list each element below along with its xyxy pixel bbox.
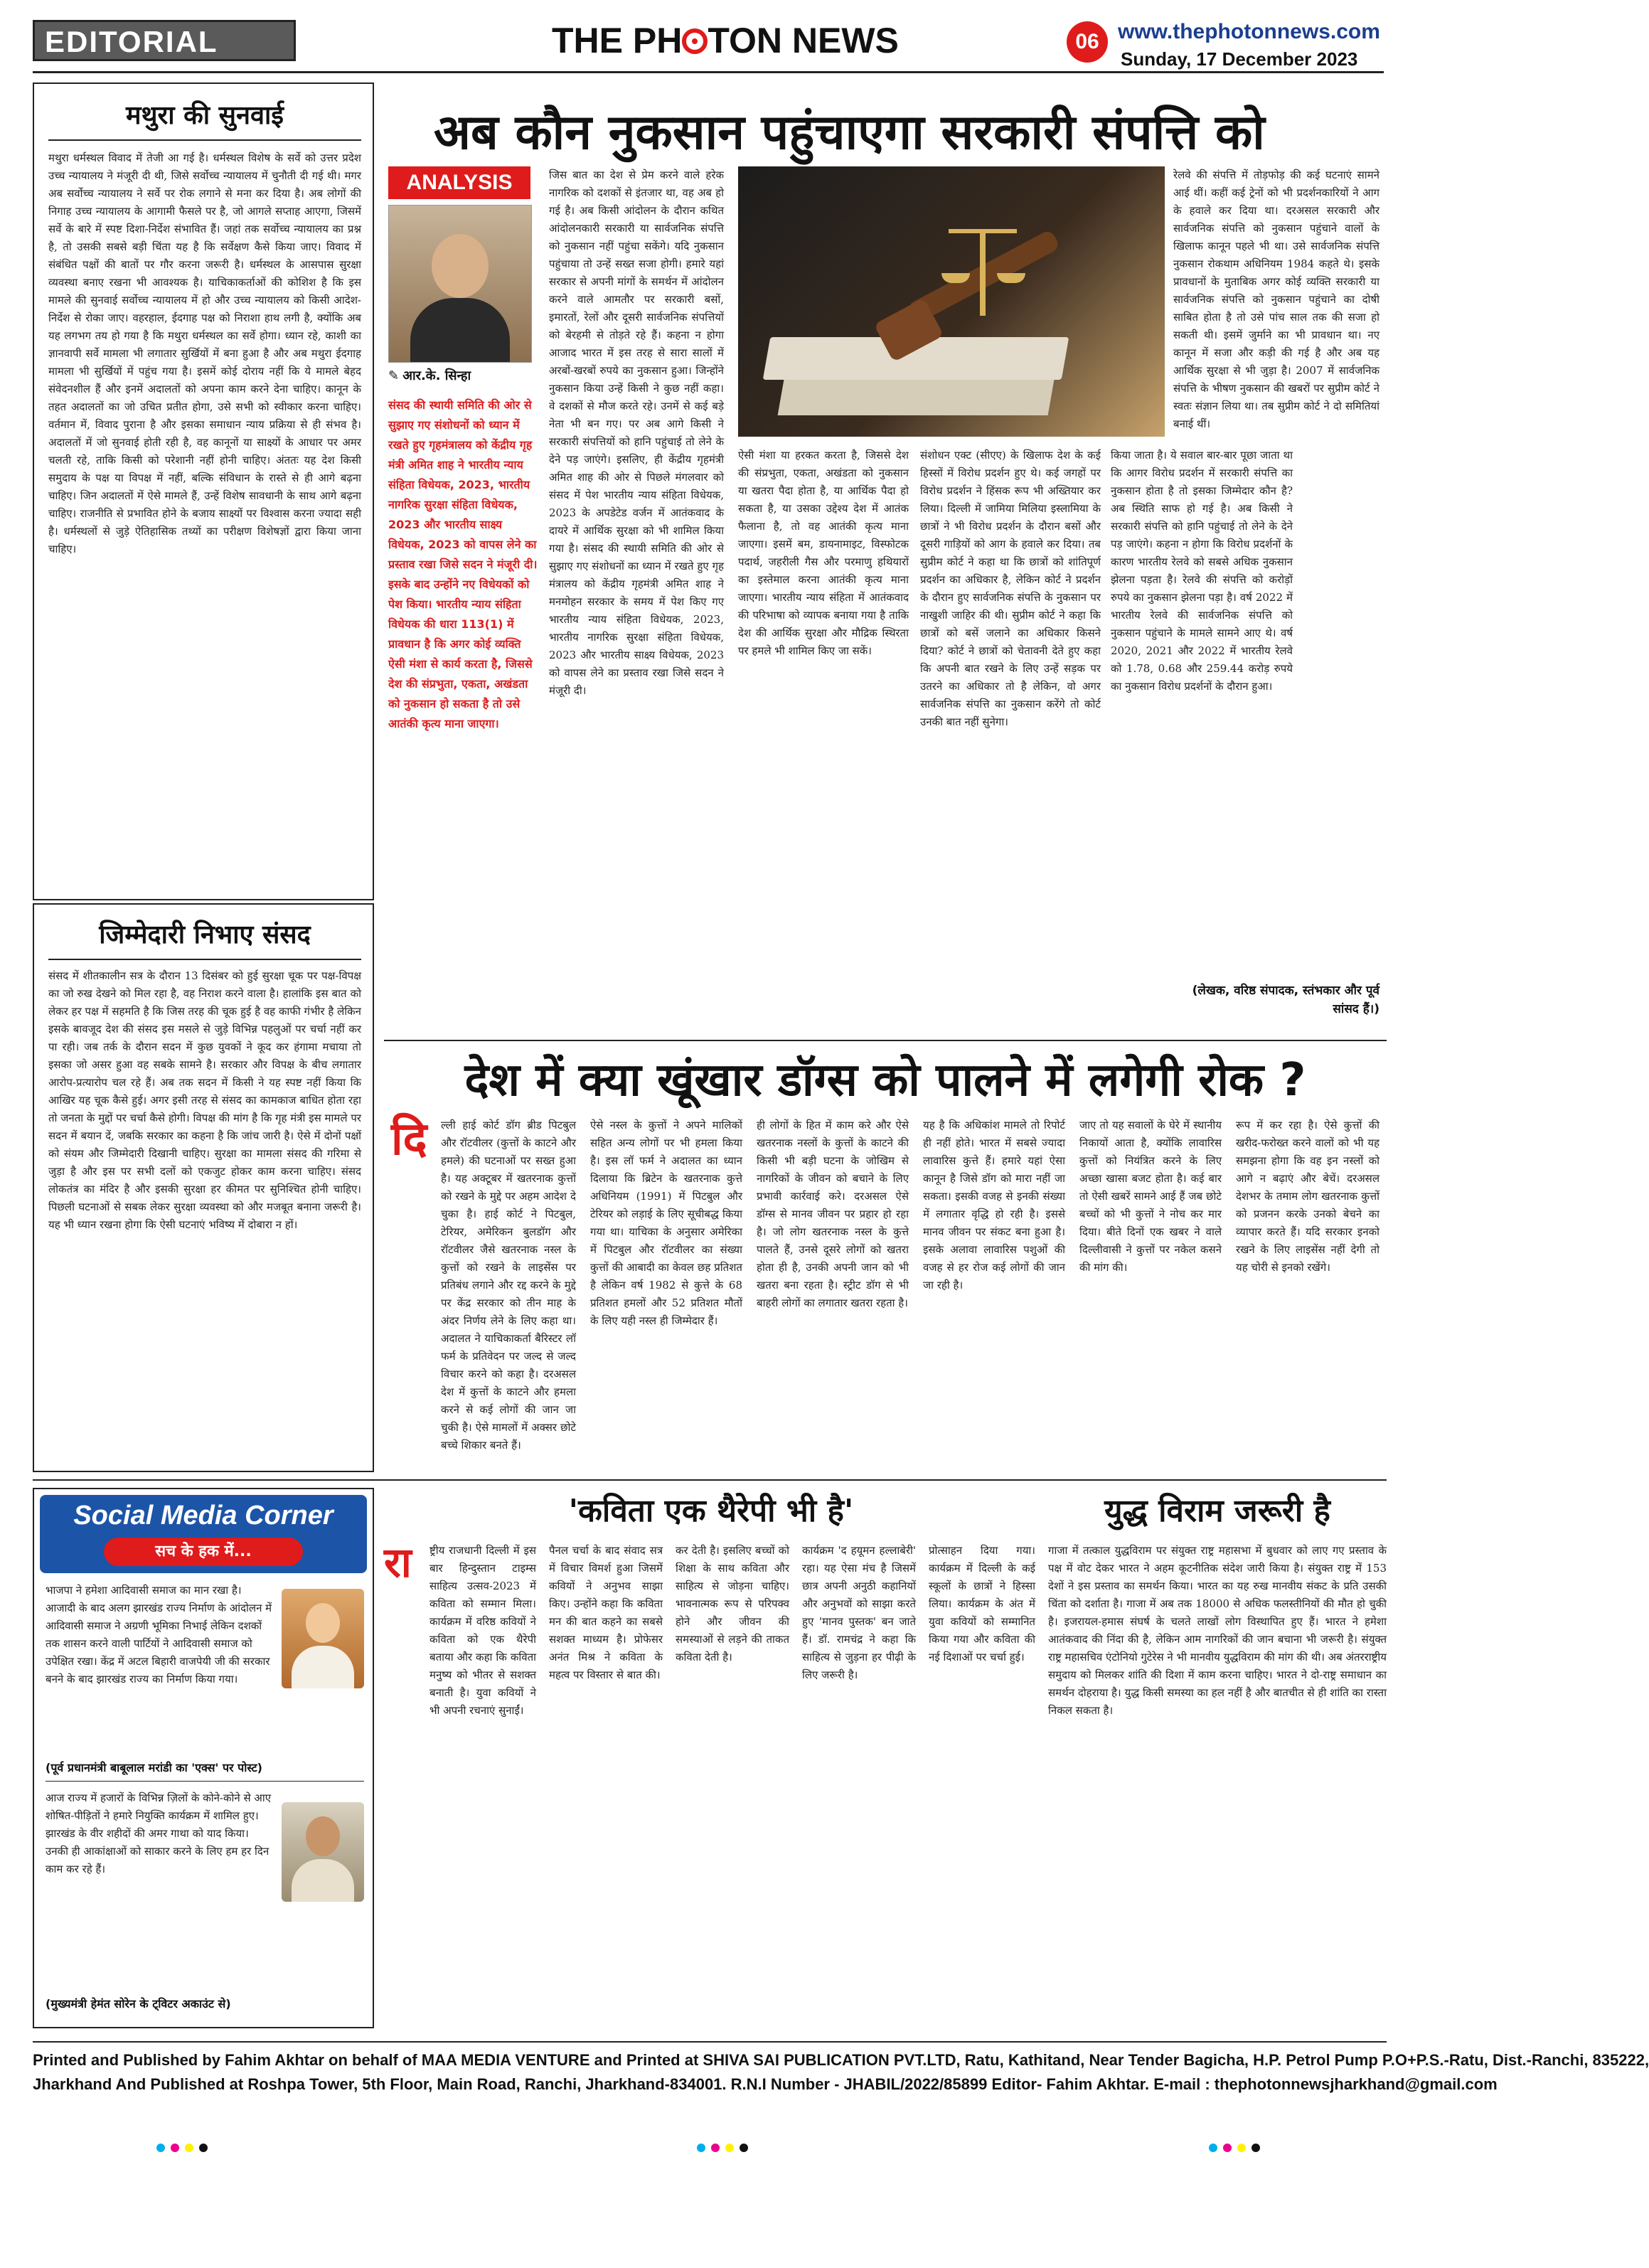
- social-post-2-source: (मुख्यमंत्री हेमंत सोरेन के ट्विटर अकाउंट से): [46, 1997, 231, 2011]
- article-col-2: ऐसे नस्ल के कुत्तों ने अपने मालिकों सहित अन्य लोगों पर भी हमला किया है। इस लॉ फर्म ने अदालत का ध्यान दिलाया कि ब्रिटेन के खतरनाक कुत्ते अधिनियम (1991) में पिटबुल और टेरियर को लड़ाई के लिए सूचीबद्ध किया गया था। याचिका के अनुसार अमेरिका में पिटबुल और रॉटवीलर का संख्या कुत्तों की आबादी का केवल छह प्रतिशत है लेकिन वर्ष 1982 से कुत्ते के 68 प्रतिशत हमलों और 52 प्रतिशत मौतों के लिए यही नस्ल ही जिम्मेदार हैं।: [590, 1119, 742, 1327]
- author-name: आर.के. सिन्हा: [402, 368, 471, 383]
- article-col-4: किया जाता है। ये सवाल बार-बार पूछा जाता था कि आगर विरोध प्रदर्शन में सरकारी संपत्ति का नुकसान होता है तो इसका जिम्मेदार कौन है? अब स्थिति साफ हो गई है। अब किसी ने सरकारी संपत्ति को हानि पहुंचाई तो लेने के देने पड़ जाएंगे। कहना न होगा कि विरोध प्रदर्शनों के कारण भारतीय रेलवे को सबसे अधिक नुकसान झेलना पड़ता है। रेलवे की संपत्ति को करोड़ों रुपये का नुकसान झेलना पड़ा है। वर्ष 2022 में भारतीय रेलवे की सार्वजनिक संपत्ति को नुकसान पहुंचाने के मामले सामने आए थे। वर्ष 2020, 2021 और 2022 में भारतीय रेलवे को 1.78, 0.68 और 259.44 करोड़ रुपये का नुकसान विरोध प्रदर्शनों के दौरान हुआ।: [1111, 449, 1293, 693]
- article-headline: अब कौन नुकसान पहुंचाएगा सरकारी संपत्ति को: [434, 105, 1265, 161]
- article-col-3: ही लोगों के हित में काम करे और ऐसे खतरनाक नस्लों के कुत्तों के काटने की किसी भी बड़ी घटना के जोखिम से नागरिकों के जीवन को बचाने के लिए प्रभावी कार्रवाई करे। दरअसल ऐसे डॉग्स से मानव जीवन पर प्रहार हो रहा है। जो लोग खतरनाक नस्ल के कुत्ते पालते हैं, उनसे दूसरे लोगों को खतरा होता ही है, उनकी अपनी जान को भी खतरा बना रहता है। स्ट्रीट डॉग से भी बाहरी लोगों का लगातार खतरा रहता है।: [757, 1119, 909, 1309]
- page-number-badge: [1067, 21, 1108, 63]
- social-header: [40, 1495, 367, 1573]
- social-subtitle-bar: [104, 1538, 303, 1566]
- registration-marks: [0, 2134, 1414, 2162]
- author-photo: [388, 205, 532, 363]
- section-divider: [33, 1479, 1387, 1481]
- footer-line-2: Jharkhand And Published at Roshpa Tower, 5th Floor, Main Road, Ranchi, Jharkhand-834001. R.N.I Number - JHABIL/2022/85899 Editor- Fahim Akhtar. E-mail : thephotonnewsjharkhand@gmail.com: [33, 2075, 1498, 2093]
- article-col-1: ल्ली हाई कोर्ट डॉग ब्रीड पिटबुल और रॉटवीलर (कुत्तों के काटने और हमले) की घटनाओं पर सख्त हुआ है। यह अक्टूबर में खतरनाक कुत्तों को रखने के मुद्दे पर अहम आदेश दे चुका है। हाई कोर्ट ने पिटबुल, टेरियर, अमेरिकन बुलडॉग और रॉटवीलर जैसे खतरनाक नस्ल के कुत्तों को रखने के लाइसेंस पर प्रतिबंध लगाने और रद्द करने के मुद्दे पर केंद्र सरकार को तीन माह के अंदर निर्णय लेने के लिए कहा था। अदालत ने याचिकाकर्ता बैरिस्टर लॉ फर्म के प्रतिवेदन पर जल्द से जल्द विचार करने को कहा है। दरअसल देश में कुत्तों के काटने और हमला करने से कई लोगों की जान जा चुकी है। ऐसे मामलों में अक्सर छोटे बच्चे शिकार बनते हैं।: [441, 1119, 576, 1452]
- article-col-5: रेलवे की संपत्ति में तोड़फोड़ की कई घटनाएं सामने आई थीं। कहीं कई ट्रेनों को भी प्रदर्शनकारियों ने आग के हवाले कर दिया था। दरअसल सरकारी और सार्वजनिक संपत्ति को नुकसान पहुंचाने वालों के खिलाफ कानून पहले भी था। उसे सार्वजनिक संपत्ति नुकसान रोकथाम अधिनियम 1984 कहते थे। इसके प्रावधानों के मुताबिक अगर कोई व्यक्ति सरकारी या सार्वजनिक संपत्ति को नुकसान पहुंचाने का दोषी साबित होता है तो उसे पांच साल तक की सजा हो सकती थी। इसमें जुर्माने का भी प्रावधान था। नए कानून में सजा और कड़ी की गई है और अब यह आर्थिक सुरक्षा से भी जुड़ा है। 2007 में सार्वजनिक संपत्ति के भीषण नुकसान की खबरों पर सुप्रीम कोर्ट ने स्वतः संज्ञान लिया था। तब सुप्रीम कोर्ट ने दो समितियां बनाई थीं।: [1173, 169, 1379, 430]
- avatar: [282, 1802, 364, 1902]
- article-col-3: कर देती है। इसलिए बच्चों को शिक्षा के साथ कविता और साहित्य से जोड़ना चाहिए। भावनात्मक रूप से परिपक्व होने और जीवन की समस्याओं से लड़ने की ताकत कविता देती है।: [676, 1544, 789, 1663]
- registration-dot: [185, 2144, 193, 2152]
- analysis-article: [384, 82, 1387, 1035]
- registration-dot: [199, 2144, 208, 2152]
- article-body: गाजा में तत्काल युद्धविराम पर संयुक्त राष्ट्र महासभा में बुधवार को लाए गए प्रस्ताव के पक्ष में वोट देकर भारत ने अहम कूटनीतिक संदेश जारी किया है। संयुक्त राष्ट्र में 153 देशों ने इस प्रस्ताव का समर्थन किया। भारत का यह रुख मानवीय संकट के प्रति उसकी चिंता को दर्शाता है। गाजा में अब तक 18000 से अधिक फलस्तीनियों की मौत हो चुकी है। इजरायल-हमास संघर्ष के चलते लाखों लोग विस्थापित हुए हैं। भारत ने हमेशा आतंकवाद की निंदा की है, लेकिन आम नागरिकों की जान बचाना भी जरूरी है। संयुक्त राष्ट्र महासचिव एंटोनियो गुटेरेस ने भी मानवीय युद्धविराम की मांग की थी। अब अंतरराष्ट्रीय समुदाय को मिलकर शांति की दिशा में काम करना चाहिए। भारत ने दो-राष्ट्र समाधान का समर्थन दोहराया है। युद्ध किसी समस्या का हल नहीं है और बातचीत से ही शांति का रास्ता निकल सकता है।: [1048, 1544, 1387, 1717]
- article-col-1: जिस बात का देश से प्रेम करने वाले हरेक नागरिक को दशकों से इंतजार था, वह अब हो गई है। अब किसी आंदोलन के दौरान कथित आंदोलनकारी सरकारी या सार्वजनिक संपत्ति को नुकसान नहीं पहुंचा सकेंगे। यदि नुकसान पहुंचाया तो उन्हें सख्त सजा होगी। हमारे यहां सरकार से अपनी मांगों के समर्थन में आंदोलन करने वाले आमतौर पर सरकारी बसों, इमारतों, रेलों और दूसरी सार्वजनिक संपत्तियों को बेरहमी से तोड़ते रहे हैं। कहना न होगा आजाद भारत में इस तरह से सारा सालों में अरबों-खरबों रुपये का नुकसान हुआ। जिन्होंने नुकसान किया उन्हें किसी ने कुछ नहीं कहा। वे दशकों से मौज करते रहे। उनमें से कई बड़े नेता भी बन गए। पर अब आगे किसी ने सरकारी संपत्तियों को हानि पहुंचाई तो लेने के देने पड़ जाएंगे। इसलिए, ही केंद्रीय गृहमंत्री अमित शाह की ओर से पिछले मंगलवार को संसद में पेश भारतीय न्याय संहिता विधेयक, 2023 के अपडेटेड वर्जन में आतंकवाद के दायरे में आर्थिक सुरक्षा को भी शामिल किया गया है। संसद की स्थायी समिति की ओर से सुझाए गए संशोधनों का ध्यान में रखते हुए गृह मंत्रालय को केंद्रीय गृहमंत्री अमित शाह ने मनमोहन सरकार के समय में पेश किए गए भारतीय न्याय संहिता विधेयक, 2023, भारतीय नागरिक सुरक्षा संहिता विधेयक, 2023 और भारतीय साक्ष्य विधेयक, 2023 को वापस लेने का प्रस्ताव रखा जिसे सदन ने मंजूरी दी।: [549, 169, 724, 697]
- avatar: [282, 1589, 364, 1688]
- footer-line-1: Printed and Published by Fahim Akhtar on behalf of MAA MEDIA VENTURE and Printed at SHIVA SAI PUBLICATION PVT.LTD, Ratu, Kathitand, Near Tender Bagicha, H.P. Petrol Pump P.O+P.S.-Ratu, Dist.-Ranchi, 835222,: [33, 2051, 1649, 2069]
- section-tag: [33, 20, 296, 61]
- registration-dot: [697, 2144, 705, 2152]
- page-number: 06: [1075, 30, 1099, 53]
- registration-dot: [740, 2144, 748, 2152]
- social-post-1-source: (पूर्व प्रधानमंत्री बाबूलाल मरांडी का 'एक्स' पर पोस्ट): [46, 1761, 262, 1774]
- registration-dot: [171, 2144, 179, 2152]
- editorial-body: संसद में शीतकालीन सत्र के दौरान 13 दिसंबर को हुई सुरक्षा चूक पर पक्ष-विपक्ष का जो रुख देखने को मिल रहा है, वह निराश करने वाला है। हालांकि इस बात को लेकर हर पक्ष में सहमति है कि जिस तरह की चूक हुई है वह काफी गंभीर है लेकिन इसके बावजूद देश की संसद इस मसले से जुड़े विभिन्न पहलुओं पर चर्चा नहीं कर पा रही। जब तर्क के दौरान सदन में कुछ युवकों ने कूद कर हंगामा मचाया तो इसका जो असर हुआ वह सबके सामने है। सरकार और विपक्ष के बीच लगातार आरोप-प्रत्यारोप चल रहे हैं। अब तक सदन में किसी ने यह स्पष्ट नहीं किया कि आखिर यह चूक कैसे हुई। अगर इसी तरह से संसद का कामकाज बाधित होता रहा तो जनता के मुद्दों पर चर्चा कैसे होगी। विपक्ष की मांग है कि गृह मंत्री इस मामले पर सदन में बयान दें, जबकि सरकार का कहना है कि जांच जारी है। ऐसे में दोनों पक्षों को संयम और जिम्मेदारी दिखानी चाहिए। सुरक्षा का मामला संसद की गरिमा से जुड़ा है और इस पर सभी दलों को एकजुट होकर काम करना चाहिए। संसद लोकतंत्र का मंदिर है और इसकी सुरक्षा हर कीमत पर सुनिश्चित होनी चाहिए। पिछली घटनाओं से सबक लेकर सुरक्षा व्यवस्था को और मजबूत बनाना जरूरी है। यह भी ध्यान रखना होगा कि ऐसी घटनाएं भविष्य में दोबारा न हों।: [48, 969, 361, 1231]
- ceasefire-article: [1048, 1488, 1387, 2028]
- article-col-2: ऐसी मंशा या हरकत करता है, जिससे देश की संप्रभुता, एकता, अखंडता को नुकसान या खतरा पैदा होता है, या आर्थिक पैदा हो सकता है, या उसका उद्देश्य देश में आतंक फैलाना है, तो वह आतंकी कृत्य माना जाएगा। इसमें बम, डायनामाइट, विस्फोटक पदार्थ, जहरीली गैस और परमाणु हथियारों का इस्तेमाल करना आतंकी कृत्य माना जाएगा। भारतीय न्याय संहिता में आतंकवाद की परिभाषा को व्यापक बनाया गया है ताकि देश की आर्थिक सुरक्षा और मौद्रिक स्थिरता पर हमले भी शामिल किए जा सकें।: [738, 449, 909, 657]
- masthead-divider: [33, 71, 1384, 73]
- registration-dot: [1237, 2144, 1246, 2152]
- section-tag-label: EDITORIAL: [45, 25, 218, 58]
- paper-logo: [552, 20, 922, 63]
- article-headline: युद्ध विराम जरूरी है: [1104, 1493, 1330, 1529]
- article-col-6: रूप में कर रहा है। ऐसे कुत्तों की खरीद-फरोख्त करने वालों को भी यह समझना होगा कि वह इन नस्लों को आगे न बढ़ाएं और बेचें। दरअसल देशभर के तमाम लोग खतरनाक कुत्तों को प्रजनन करके उनको बेचने का व्यापार करते हैं। यदि सरकार इनको रखने के लिए लाइसेंस नहीं देगी तो यह चोरी से इनको रखेंगे।: [1236, 1119, 1379, 1274]
- social-title: Social Media Corner: [73, 1501, 333, 1530]
- analysis-highlight: संसद की स्थायी समिति की ओर से सुझाए गए संशोधनों को ध्यान में रखते हुए गृहमंत्रालय को केंद्रीय गृह मंत्री अमित शाह ने भारतीय न्याय संहिता विधेयक, 2023, भारतीय नागरिक सुरक्षा संहिता विधेयक, 2023 और भारतीय साक्ष्य विधेयक, 2023 को वापस लेने का प्रस्ताव रखा जिसे सदन ने मंजूरी दी। इसके बाद उन्होंने नए विधेयकों को पेश किया। भारतीय न्याय संहिता विधेयक की धारा 113(1) में प्रावधान है कि अगर कोई व्यक्ति ऐसी मंशा से कार्य करता है, जिससे देश की संप्रभुता, एकता, अखंडता को नुकसान हो सकता है तो उसे आतंकी कृत्य माना जाएगा।: [388, 398, 538, 730]
- paper-name-right: TON NEWS: [708, 21, 899, 60]
- social-media-corner: [33, 1488, 374, 2028]
- analysis-tag-label: ANALYSIS: [406, 171, 513, 194]
- social-post-2: आज राज्य में हजारों के विभिन्न ज़िलों के कोने-कोने से आए शोषित-पीड़ितों ने हमारे नियुक्ति कार्यक्रम में शामिल हुए। झारखंड के वीर शहीदों की अमर गाथा को याद किया। उनकी ही आकांक्षाओं को साकार करने के लिए हम हर दिन काम कर रहे हैं।: [46, 1791, 272, 1875]
- registration-dot: [725, 2144, 734, 2152]
- article-col-5: प्रोत्साहन दिया गया। कार्यक्रम में दिल्ली के कई स्कूलों के छात्रों ने हिस्सा लिया। कार्यक्रम के अंत में युवा कवियों को सम्मानित किया गया और कविता की नई दिशाओं पर चर्चा हुई।: [929, 1544, 1035, 1663]
- registration-dot: [1223, 2144, 1232, 2152]
- drop-cap: दि: [391, 1112, 427, 1166]
- article-col-4: कार्यक्रम 'द हयूमन हल्लाबेरी' रहा। यह ऐसा मंच है जिसमें छात्र अपनी अनुठी कहानियों और अनुभवों को साझा करते हुए 'मानव पुस्तक' बन जाते हैं। डॉ. रामचंद्र ने कहा कि साहित्य से जुड़ना हर पीढ़ी के लिए जरूरी है।: [802, 1544, 916, 1681]
- website[interactable]: www.thephotonnews.com: [1118, 20, 1380, 43]
- registration-dot: [711, 2144, 720, 2152]
- registration-dot: [1252, 2144, 1260, 2152]
- title-underline: [48, 139, 361, 141]
- poetry-article: [384, 1488, 1038, 2028]
- masthead: [0, 0, 1414, 71]
- editorial-parliament: [33, 903, 374, 1472]
- photon-o-icon: [682, 28, 708, 54]
- registration-dot: [156, 2144, 165, 2152]
- editorial-title: मथुरा की सुनवाई: [126, 101, 284, 130]
- dogs-article: [384, 1045, 1387, 1472]
- drop-cap: रा: [384, 1538, 412, 1587]
- social-subtitle: सच के हक में...: [155, 1543, 252, 1560]
- section-divider: [384, 1040, 1387, 1041]
- editorial-body: मथुरा धर्मस्थल विवाद में तेजी आ गई है। धर्मस्थल विशेष के सर्वे को उत्तर प्रदेश उच्च न्यायालय ने मंजूरी दी थी, जिसे सर्वोच्च न्यायालय में चुनौती दी गई थी। मगर अब सर्वोच्च न्यायालय ने सर्वे पर रोक लगाने से मना कर दिया है। अब लोगों की निगाह उच्च न्यायालय के आगामी फैसले पर है, जो आगले सप्ताह आएगा, जिसमें सर्वे के बारे में स्पष्ट दिशा-निर्देश संभावित हैं। जहां तक सर्वोच्च न्यायालय का प्रश्न है, तो उसकी सबसे बड़ी चिंता यह है कि सर्वेक्षण कैसे किया जाए। विवाद में संबंधित पक्षों की बातों पर गौर करना जरूरी है। धर्मस्थल के आसपास सुरक्षा व्यवस्था बनाए रखना भी आवश्यक है। याचिकाकर्ताओं की कोशिश है कि इस मामले की सुनवाई सर्वोच्च न्यायालय में हो और उच्च न्यायालय को किसी आदेश-निर्देश से रोका जाए। वहरहाल, ईदगाह पक्ष को निराशा हाथ लगी है, क्योंकि अब यह लगभग तय हो गया है कि मथुरा धर्मस्थल का सर्वे होगा। ध्यान रहे, काशी का ज्ञानवापी सर्वे मामला भी लगातार सुर्खियों में बना हुआ है और अब मथुरा ईदगाह मामला भी सुर्खियों में पहुंच गया है। इसमें कोई दोराय नहीं कि ये मामले बेहद संवेदनशील हैं और इनमें अदालतों को अपना काम करने देना चाहिए। कानून के तहत अदालतों का जो उचित प्रतीत होगा, उसे सभी को स्वीकार करना चाहिए। वर्तमान में, विवाद पुराना है और इसका समाधान न्याय प्रक्रिया से ही संभव है। अदालतों में जो सुनवाई होती रही है, वह कानूनों या साक्ष्यों के आधार पर अमर चलती रहे, ताकि किसी को परेशानी नहीं होनी चाहिए। अंततः यह देश किसी समुदाय के पक्ष या विपक्ष में नहीं, बल्कि संविधान के रास्ते से ही आगे बढ़ना चाहिए। जिन अदालतों में ऐसे मामले हैं, उन्हें विशेष सावधानी के साथ आगे बढ़ना चाहिए। राजनीति से प्रभावित होने के बजाय साक्ष्यों पर विश्वास करना ज्यादा सही है। धर्मस्थलों से जुड़े ऐतिहासिक तथ्यों का परीक्षण विशेषज्ञों द्वारा किया जाना चाहिए।: [48, 151, 361, 555]
- issue-date: Sunday, 17 December 2023: [1121, 48, 1358, 70]
- author-byline: [388, 367, 530, 384]
- post-divider: [46, 1781, 364, 1782]
- gavel-image: [738, 166, 1165, 437]
- registration-dot: [1209, 2144, 1217, 2152]
- article-headline: 'कविता एक थैरेपी भी है': [568, 1493, 854, 1529]
- article-col-2: पैनल चर्चा के बाद संवाद सत्र में विचार विमर्श हुआ जिसमें कवियों ने अनुभव साझा किए। उन्होंने कहा कि कविता मन की बात कहने का सबसे सशक्त माध्यम है। प्रोफेसर अनंत मिश्र ने कविता के महत्व पर विस्तार से बात की।: [549, 1544, 663, 1681]
- article-col-3: संशोधन एक्ट (सीएए) के खिलाफ देश के कई हिस्सों में विरोध प्रदर्शन हुए थे। कई जगहों पर विरोध प्रदर्शन ने हिंसक रूप भी अख्तियार कर लिया। दिल्ली में जामिया मिलिया इस्लामिया के छात्रों ने भी विरोध प्रदर्शन के दौरान बसों और दूसरी गाड़ियों को आग के हवाले कर दिया। तब सुप्रीम कोर्ट ने कहा था कि छात्रों को शांतिपूर्ण प्रदर्शन का अधिकार है, लेकिन कोर्ट ने प्रदर्शन के दौरान हुए सार्वजनिक संपत्ति के नुकसान पर नाखुशी जाहिर की थी। सुप्रीम कोर्ट ने कहा कि छात्रों को बसें जलाने का अधिकार किसने दिया? कोर्ट ने छात्रों को चेतावनी देते हुए कहा कि अपनी बात रखने के लिए उन्हें सड़क पर उतरने का अधिकार तो है लेकिन, वो अगर सार्वजनिक संपत्ति का नुकसान करेंगे तो कोर्ट उनकी बात नहीं सुनेगा।: [920, 449, 1101, 728]
- article-col-4: यह है कि अधिकांश मामले तो रिपोर्ट ही नहीं होते। भारत में सबसे ज्यादा लावारिस कुत्ते हैं। हमारे यहां ऐसा कानून है जिसे डॉग को मारा नहीं जा सकता। इसकी वजह से इनकी संख्या में लगातार वृद्धि हो रही है। इससे मानव जीवन पर संकट बना हुआ है। इसके अलावा लावारिस पशुओं की वजह से हर रोज कई लोगों की जान जा रही है।: [923, 1119, 1065, 1292]
- title-underline: [48, 959, 361, 960]
- article-headline: देश में क्या खूंखार डॉग्स को पालने में लगेगी रोक ?: [464, 1054, 1306, 1107]
- paper-name-left: THE PH: [552, 21, 683, 60]
- article-col-1: ष्ट्रीय राजधानी दिल्ली में इस बार हिन्दुस्तान टाइम्स साहित्य उत्सव-2023 में कविता को सम्मान मिला। कार्यक्रम में वरिष्ठ कवियों ने कविता को एक थैरेपी बताया और कहा कि कविता मनुष्य को भीतर से सशक्त बनाती है। युवा कवियों ने भी अपनी रचनाएं सुनाईं।: [429, 1544, 536, 1717]
- author-footnote: (लेखक, वरिष्ठ संपादक, स्तंभकार और पूर्व सांसद हैं।): [1192, 984, 1379, 1016]
- footer-divider: [33, 2041, 1387, 2043]
- editorial-mathura: [33, 82, 374, 900]
- editorial-title: जिम्मेदारी निभाए संसद: [99, 920, 311, 949]
- analysis-tag: [388, 166, 530, 199]
- social-post-1: भाजपा ने हमेशा आदिवासी समाज का मान रखा है। आजादी के बाद अलग झारखंड राज्य निर्माण के आंदोलन में आदिवासी समाज ने अग्रणी भूमिका निभाई लेकिन दशकों तक शासन करने वाली पार्टियों ने आदिवासी समाज को उपेक्षित रखा। केंद्र में अटल बिहारी वाजपेयी जी की सरकार बनने के बाद झारखंड राज्य का निर्माण किया गया।: [46, 1584, 272, 1686]
- article-col-5: जाए तो यह सवालों के घेरे में स्थानीय निकायों आता है, क्योंकि लावारिस कुत्तों को नियंत्रित करने के लिए अच्छा खासा बजट होता है। कई बार तो ऐसी खबरें सामने आई हैं जब छोटे बच्चों को भी कुत्तों ने नोच कर मार दिया। बीते दिनों एक खबर ने वाले दिल्लीवासी ने कुत्तों पर नकेल कसने की मांग की।: [1079, 1119, 1222, 1274]
- pen-icon: ✎: [388, 368, 400, 383]
